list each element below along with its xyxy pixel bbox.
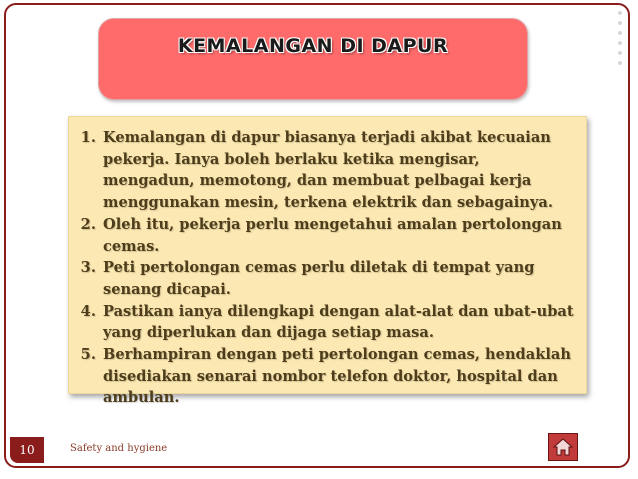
footer-text: Safety and hygiene (70, 443, 168, 454)
list-item: 3. Peti pertolongan cemas perlu diletak di tempat yang senang dicapai. (101, 257, 576, 300)
content-box (68, 116, 587, 407)
title-box (98, 18, 528, 100)
slide-footer (4, 427, 630, 463)
page-number: 10 (10, 437, 44, 463)
list-item: 1. Kemalangan di dapur biasanya terjadi akibat kecuaian pekerja. Ianya boleh berlaku ketika mengisar, mengadun, memotong, dan membuat pelbagai kerja menggunakan mesin, terkena elektrik dan sebagainya. (101, 127, 576, 214)
home-button[interactable] (548, 433, 578, 461)
list-item: 2. Oleh itu, pekerja perlu mengetahui amalan pertolongan cemas. (101, 214, 576, 257)
slide-title: KEMALANGAN DI DAPUR (177, 35, 449, 57)
home-icon (553, 438, 573, 456)
decorative-dots (618, 11, 622, 65)
content-list (69, 117, 586, 409)
list-item: 5. Berhampiran dengan peti pertolongan cemas, hendaklah disediakan senarai nombor telefon doktor, hospital dan ambulan. (101, 344, 576, 409)
list-item: 4. Pastikan ianya dilengkapi dengan alat-alat dan ubat-ubat yang diperlukan dan dijaga setiap masa. (101, 301, 576, 344)
